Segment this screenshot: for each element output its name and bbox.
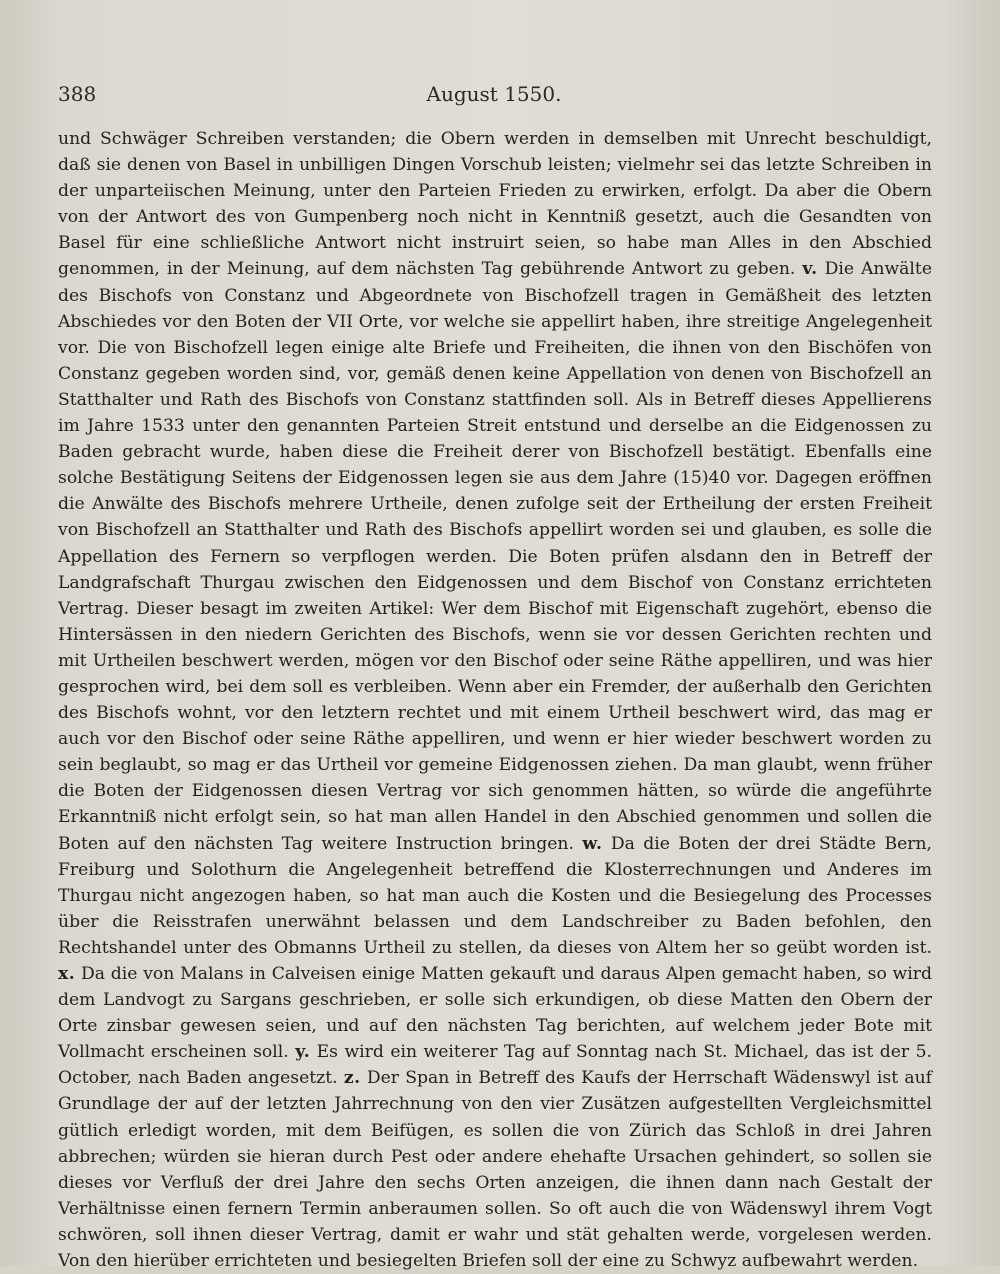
body-text xyxy=(58,126,933,1272)
section-mark-x: x. xyxy=(58,964,76,984)
page-header xyxy=(58,82,930,118)
page-number: 388 xyxy=(58,82,97,106)
paragraph-intro: und Schwäger Schreiben verstanden; die Obern werden in demselben mit Unrecht beschuldigt, daß sie denen von Basel in unbilligen Dingen Vorschub leisten; vielmehr sei das letzte Schreiben in der unparteiischen Meinung, unter den Parteien Frieden zu erwirken, erfolgt. Da aber die Obern von der Antwort des von Gumpenberg noch nicht in Kenntniß gesetzt, auch die Gesandten von Basel für eine schließliche Antwort nicht instruirt seien, so habe man Alles in den Abschied genommen, in der Meinung, auf dem nächsten Tag gebührende Antwort zu geben. xyxy=(58,129,932,280)
text-block xyxy=(58,126,932,1274)
paragraph-y: Es wird ein weiterer Tag auf Sonntag nach St. Michael, das ist der 5. October, nach Baden angesetzt. xyxy=(58,1042,932,1089)
section-mark-w: w. xyxy=(582,833,603,854)
paragraph-x: Da die von Malans in Calveisen einige Matten gekauft und daraus Alpen gemacht haben, so wird dem Landvogt zu Sargans geschrieben, er solle sich erkundigen, ob diese Matten den Obern der Orte zinsbar gewesen seien, und auf den nächsten Tag berichten, auf welchem jeder Bote mit Vollmacht erscheinen soll. xyxy=(58,964,932,1063)
running-title: August 1550. xyxy=(426,82,562,106)
section-mark-z: z. xyxy=(343,1068,361,1089)
paragraph-w: Da die Boten der drei Städte Bern, Freiburg und Solothurn die Angelegenheit betreffend die Klosterrechnungen und Anderes im Thurgau nicht angezogen haben, so hat man auch die Kosten und die Besiegelung des Processes über die Reisstrafen unerwähnt belassen und dem Landschreiber zu Baden befohlen, den Rechtshandel unter des Obmanns Urtheil zu stellen, da dieses von Altem her so geübt worden ist. xyxy=(58,833,932,958)
paragraph-z: Der Span in Betreff des Kaufs der Herrschaft Wädenswyl ist auf Grundlage der auf der letzten Jahrrechnung von den vier Zusätzen aufgestellten Vergleichsmittel gütlich erledigt worden, mit dem Beifügen, es sollen die von Zürich das Schloß in drei Jahren abbrechen; würden sie hieran durch Pest oder andere ehehafte Ursachen gehindert, so sollen sie dieses vor Verfluß der drei Jahre den sechs Orten anzeigen, die ihnen dann nach Gestalt der Verhältnisse einen fernern Termin anberaumen sollen. So oft auch die von Wädenswyl ihrem Vogt schwören, soll ihnen dieser Vertrag, damit er wahr und stät gehalten werde, vorgelesen werden. Von den hierüber errichteten und besiegelten Briefen soll der eine zu Schwyz aufbewahrt werden. xyxy=(58,1068,933,1272)
section-mark-v: v. xyxy=(802,259,818,280)
paragraph-v: Die Anwälte des Bischofs von Constanz und Abgeordnete von Bischofzell tragen in Gemäßheit des letzten Abschiedes vor den Boten der VII Orte, vor welche sie appellirt haben, ihre streitige Angelegenheit vor. Die von Bischofzell legen einige alte Briefe und Freiheiten, die ihnen von den Bischöfen von Constanz gegeben worden sind, vor, gemäß denen keine Appellation von denen von Bischofzell an Statthalter und Rath des Bischofs von Constanz stattfinden soll. Als in Betreff dieses Appellierens im Jahre 1533 unter den genannten Parteien Streit entstund und derselbe an die Eidgenossen zu Baden gebracht wurde, haben diese die Freiheit derer von Bischofzell bestätigt. Ebenfalls eine solche Bestätigung Seitens der Eidgenossen legen sie aus dem Jahre (15)40 vor. Dagegen eröffnen die Anwälte des Bischofs mehrere Urtheile, denen zufolge seit der Ertheilung der ersten Freiheit von Bischofzell an Statthalter und Rath des Bischofs appellirt worden sei und glauben, es solle die Appellation des Fernern so verpflogen werden. Die Boten prüfen alsdann den in Betreff der Landgrafschaft Thurgau zwischen den Eidgenossen und dem Bischof von Constanz errichteten Vertrag. Dieser besagt im zweiten Artikel: Wer dem Bischof mit Eigenschaft zugehört, ebenso die Hintersässen in den niedern Gerichten des Bischofs, wenn sie vor dessen Gerichten rechten und mit Urtheilen beschwert werden, mögen vor den Bischof oder seine Räthe appelliren, und was hier gesprochen wird, bei dem soll es verbleiben. Wenn aber ein Fremder, der außerhalb den Gerichten des Bischofs wohnt, vor den letztern rechtet und mit einem Urtheil beschwert wird, das mag er auch vor den Bischof oder seine Räthe appelliren, und wenn er hier wieder beschwert worden zu sein beglaubt, so mag er das Urtheil vor gemeine Eidgenossen ziehen. Da man glaubt, wenn früher die Boten der Eidgenossen diesen Vertrag vor sich genommen hätten, so würde die angeführte Erkanntniß nicht erfolgt sein, so hat man allen Handel in den Abschied genommen und sollen die Boten auf den nächsten Tag weitere Instruction bringen. xyxy=(58,259,933,854)
section-mark-y: y. xyxy=(295,1042,311,1063)
